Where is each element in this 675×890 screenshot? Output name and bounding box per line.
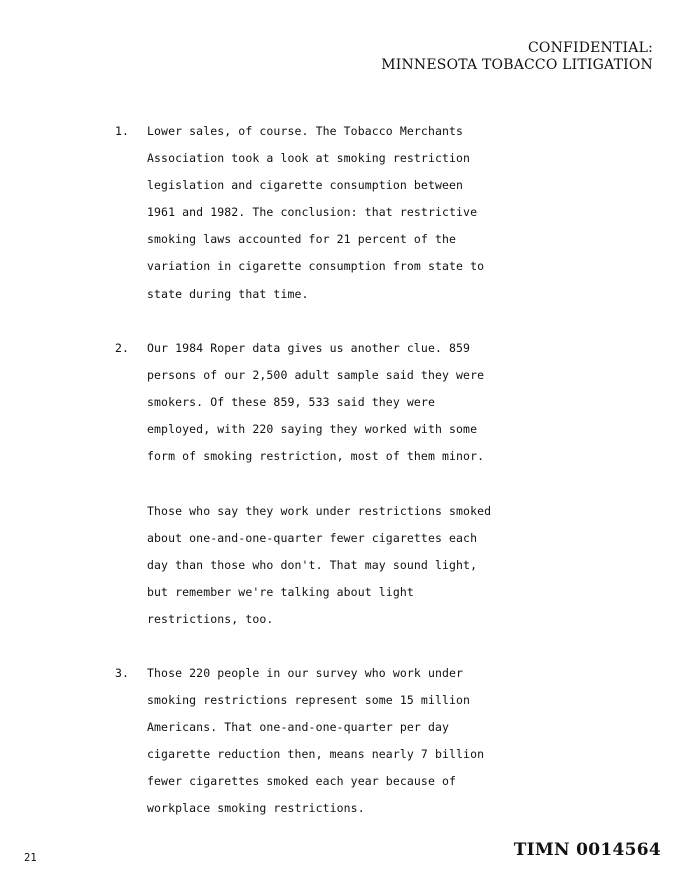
item-number: 2.	[115, 341, 130, 355]
text-line: but remember we're talking about light	[147, 585, 414, 600]
text-line: form of smoking restriction, most of them minor.	[147, 449, 485, 464]
text-line: Our 1984 Roper data gives us another clue. 859	[147, 341, 471, 355]
stamp-line-litigation: MINNESOTA TOBACCO LITIGATION	[381, 57, 653, 73]
text-line: restrictions, too.	[147, 612, 274, 627]
item-paragraph	[147, 660, 637, 823]
stamp-line-confidential: CONFIDENTIAL:	[528, 40, 653, 56]
text-line: 1961 and 1982. The conclusion: that restrictive	[147, 205, 478, 220]
text-line: day than those who don't. That may sound light,	[147, 558, 478, 573]
text-line: about one-and-one-quarter fewer cigarettes each	[147, 531, 478, 546]
confidentiality-stamp	[381, 40, 653, 74]
item-number: 3.	[115, 666, 130, 680]
text-line: Lower sales, of course. The Tobacco Merchants	[147, 124, 464, 138]
text-line: workplace smoking restrictions.	[147, 801, 365, 816]
text-line: Those 220 people in our survey who work under	[147, 666, 464, 680]
item-paragraph	[147, 335, 637, 470]
text-line: employed, with 220 saying they worked with some	[147, 422, 478, 437]
text-line: state during that time.	[147, 286, 309, 301]
text-line: fewer cigarettes smoked each year because of	[147, 774, 457, 789]
text-line: variation in cigarette consumption from state to	[147, 259, 485, 274]
text-line: smoking restrictions represent some 15 million	[147, 693, 471, 708]
text-line: smokers. Of these 859, 533 said they were	[147, 395, 435, 410]
text-line: Americans. That one-and-one-quarter per day	[147, 720, 450, 735]
bates-number: TIMN 0014564	[513, 840, 661, 860]
page-number: 21	[24, 852, 37, 864]
text-line: smoking laws accounted for 21 percent of the	[147, 232, 457, 247]
text-line: legislation and cigarette consumption between	[147, 178, 464, 193]
text-line: persons of our 2,500 adult sample said they were	[147, 368, 485, 383]
item-number: 1.	[115, 124, 130, 138]
text-line: cigarette reduction then, means nearly 7 billion	[147, 747, 485, 762]
item-paragraph	[147, 118, 637, 308]
text-line: Association took a look at smoking restriction	[147, 151, 471, 166]
item-paragraph	[147, 498, 637, 633]
text-line: Those who say they work under restrictions smoked	[147, 504, 492, 518]
